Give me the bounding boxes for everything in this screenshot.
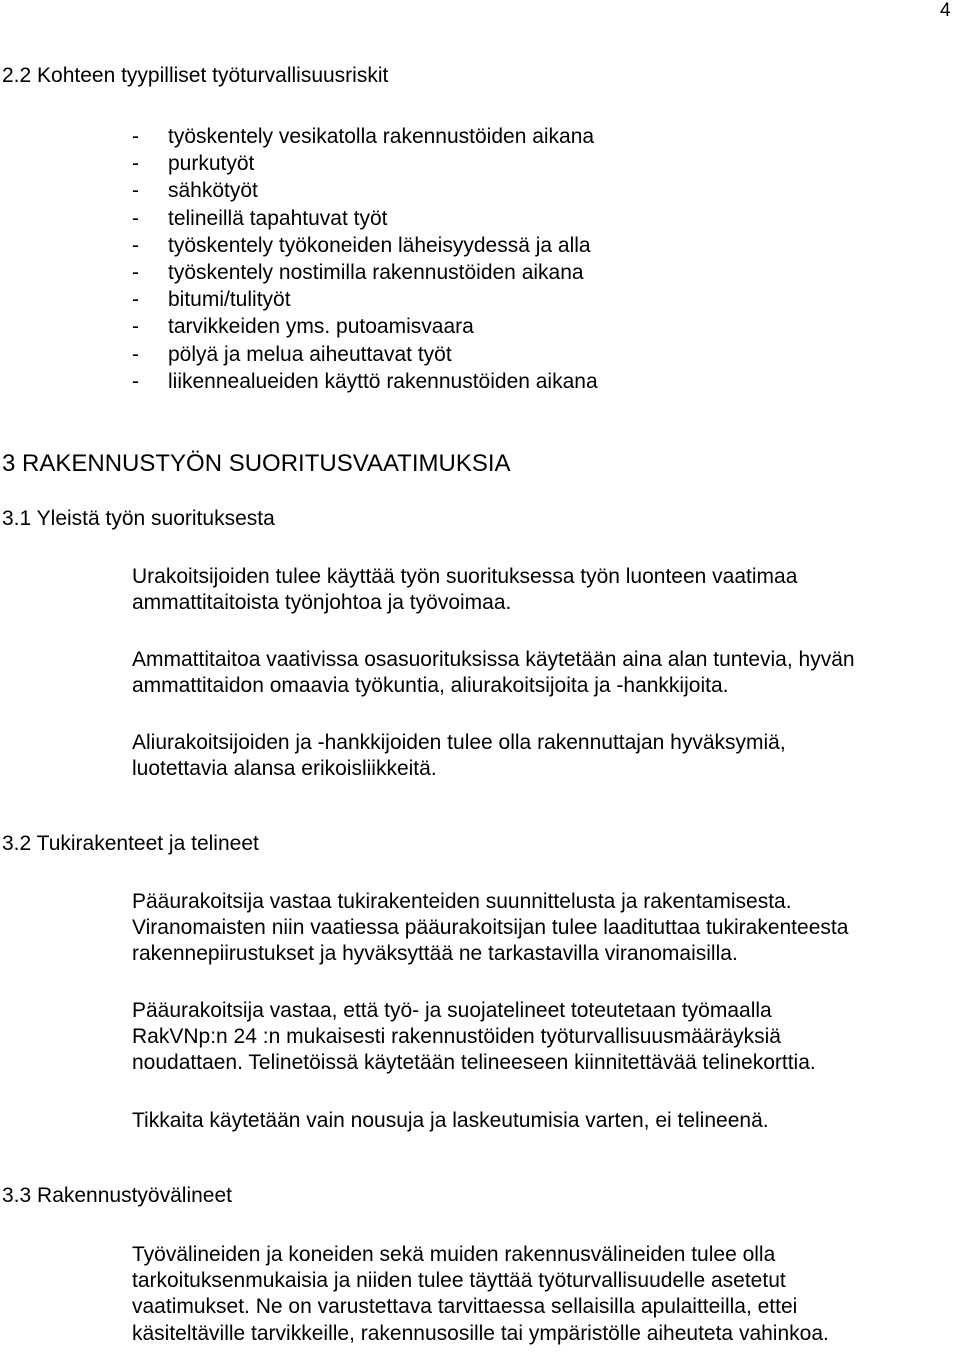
list-dash: - [132, 315, 139, 339]
list-item-text: tarvikkeiden yms. putoamisvaara [168, 315, 474, 339]
list-dash: - [132, 125, 139, 148]
list-item [132, 313, 598, 340]
page-number: 4 [940, 0, 951, 21]
paragraph [132, 998, 932, 1077]
paragraph [132, 730, 932, 782]
paragraph-line: Pääurakoitsija vastaa tukirakenteiden suunnittelusta ja rakentamisesta. [132, 890, 792, 913]
list-item-text: purkutyöt [168, 152, 255, 176]
paragraph-line: vaatimukset. Ne on varustettava tarvittaessa sellaisilla apulaitteilla, ettei [132, 1295, 798, 1319]
risk-list [132, 123, 598, 395]
paragraph-line: ammattitaitoista työnjohtoa ja työvoimaa. [132, 591, 512, 615]
paragraph-line: Tikkaita käytetään vain nousuja ja laskeutumisia varten, ei telineenä. [132, 1109, 769, 1132]
paragraph-line: käsiteltäville tarvikkeille, rakennusosille tai ympäristölle aiheuteta vahinkoa. [132, 1321, 829, 1345]
paragraph-line: RakVNp:n 24 :n mukaisesti rakennustöiden työturvallisuusmääräyksiä [132, 1025, 781, 1049]
list-item [132, 177, 598, 204]
paragraph-line: Aliurakoitsijoiden ja -hankkijoiden tulee olla rakennuttajan hyväksymiä, [132, 731, 786, 754]
paragraph-line: luotettavia alansa erikoisliikkeitä. [132, 757, 437, 781]
list-item [132, 123, 598, 150]
paragraph [132, 564, 932, 616]
paragraph-line: ammattitaidon omaavia työkuntia, aliurakoitsijoita ja -hankkijoita. [132, 674, 729, 698]
list-item-text: telineillä tapahtuvat työt [168, 206, 388, 230]
list-item [132, 259, 598, 286]
list-dash: - [132, 152, 139, 176]
list-dash: - [132, 369, 139, 393]
paragraph [132, 889, 932, 968]
paragraph [132, 1242, 932, 1347]
list-item [132, 205, 598, 232]
list-item [132, 232, 598, 259]
paragraph-line: noudattaen. Telinetöissä käytetään telineeseen kiinnitettävää telinekorttia. [132, 1051, 816, 1075]
paragraph-line: Urakoitsijoiden tulee käyttää työn suorituksessa työn luonteen vaatimaa [132, 565, 798, 588]
chapter-3-heading: 3 RAKENNUSTYÖN SUORITUSVAATIMUKSIA [2, 450, 511, 477]
paragraph-line: Työvälineiden ja koneiden sekä muiden rakennusvälineiden tulee olla [132, 1243, 776, 1266]
list-item-text: työskentely vesikatolla rakennustöiden aikana [168, 125, 595, 148]
list-dash: - [132, 288, 139, 312]
list-dash: - [132, 260, 139, 284]
list-item [132, 341, 598, 368]
list-item-text: työskentely nostimilla rakennustöiden aikana [168, 260, 584, 284]
list-item [132, 150, 598, 177]
section-3-1-heading: 3.1 Yleistä työn suorituksesta [2, 507, 275, 530]
paragraph-line: tarkoituksenmukaisia ja niiden tulee täyttää työturvallisuudelle asetetut [132, 1269, 786, 1293]
list-item-text: liikennealueiden käyttö rakennustöiden aikana [168, 369, 598, 393]
paragraph-line: Pääurakoitsija vastaa, että työ- ja suojatelineet toteutetaan työmaalla [132, 999, 772, 1022]
section-3-2-heading: 3.2 Tukirakenteet ja telineet [2, 832, 259, 855]
section-2-2-heading: 2.2 Kohteen tyypilliset työturvallisuusriskit [2, 64, 389, 87]
paragraph-line: Viranomaisten niin vaatiessa pääurakoitsijan tulee laadituttaa tukirakenteesta [132, 916, 849, 940]
list-dash: - [132, 342, 139, 366]
list-item-text: bitumi/tulityöt [168, 288, 291, 312]
paragraph [132, 647, 932, 699]
paragraph-line: Ammattitaitoa vaativissa osasuorituksissa käytetään aina alan tuntevia, hyvän [132, 648, 855, 671]
list-item [132, 286, 598, 313]
list-dash: - [132, 206, 139, 230]
list-item-text: työskentely työkoneiden läheisyydessä ja alla [168, 233, 591, 257]
list-dash: - [132, 179, 139, 203]
paragraph [132, 1108, 932, 1134]
list-item-text: pölyä ja melua aiheuttavat työt [168, 342, 452, 366]
section-3-3-heading: 3.3 Rakennustyövälineet [2, 1184, 232, 1207]
list-item [132, 368, 598, 395]
paragraph-line: rakennepiirustukset ja hyväksyttää ne tarkastavilla viranomaisilla. [132, 942, 738, 966]
list-dash: - [132, 233, 139, 257]
list-item-text: sähkötyöt [168, 179, 258, 203]
